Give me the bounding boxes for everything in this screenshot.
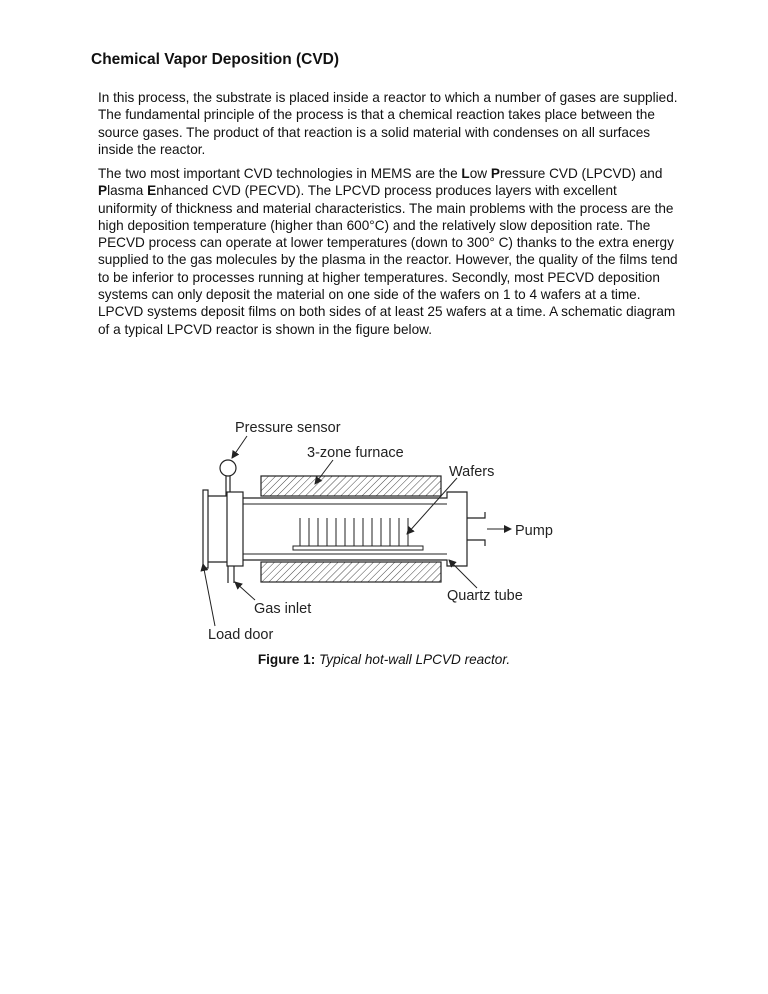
- caption-label: Figure 1:: [257, 652, 316, 667]
- load-door: [203, 490, 227, 568]
- furnace: [261, 476, 441, 582]
- paragraph-intro: In this process, the substrate is placed inside a reactor to which a number of gases are supplied. The fundamental principle of the process is that a chemical reaction takes place between the source gases. The product of that reaction is a solid material with condenses on all surfaces inside the reactor.: [98, 90, 678, 157]
- para2-lpcvd-rest: ressure CVD (LPCVD) and: [499, 166, 663, 181]
- caption-text: Typical hot-wall LPCVD reactor.: [319, 652, 511, 667]
- para2-intro: The two most important CVD technologies in MEMS are the: [98, 166, 462, 181]
- lpcvd-reactor-diagram: [195, 408, 585, 648]
- wafers: [293, 518, 423, 550]
- label-furnace: 3-zone furnace: [307, 445, 404, 461]
- figure-caption: [0, 652, 768, 667]
- pressure-sensor: [220, 460, 236, 496]
- page-title: Chemical Vapor Deposition (CVD): [91, 51, 340, 68]
- para2-emph-P2: P: [98, 183, 108, 199]
- para2-lasma: lasma: [107, 183, 148, 199]
- para2-emph-P: P: [490, 166, 500, 181]
- label-pump: Pump: [515, 523, 553, 539]
- paragraph-technologies: [98, 165, 678, 338]
- label-gas-inlet: Gas inlet: [254, 601, 312, 617]
- quartz-tube: [227, 492, 485, 566]
- para2-body: nhanced CVD (PECVD). The LPCVD process produces layers with excellent uniformity of thickness and material characteristics. The main problems with the process are the high deposition temperature (higher than 600°C) and the relatively slow deposition rate. The PECVD process can operate at lower temperatures (down to 300° C) thanks to the extra energy supplied to the gas molecules by the plasma in the reactor. However, the quality of the films tend to be inferior to processes running at higher temperatures. Secondly, most PECVD deposition systems can only deposit the material on one side of the wafers on 1 to 4 wafers at a time. LPCVD systems deposit films on both sides of at least 25 wafers at a time. A schematic diagram of a typical LPCVD reactor is shown in the figure below.: [98, 183, 678, 337]
- para2-emph-E: E: [147, 183, 157, 199]
- label-load-door: Load door: [208, 627, 274, 643]
- para2-ow: ow: [469, 166, 491, 181]
- label-quartz-tube: Quartz tube: [447, 588, 523, 604]
- label-pressure-sensor: Pressure sensor: [235, 420, 341, 436]
- label-wafers: Wafers: [449, 464, 495, 480]
- para2-emph-L: L: [461, 166, 470, 181]
